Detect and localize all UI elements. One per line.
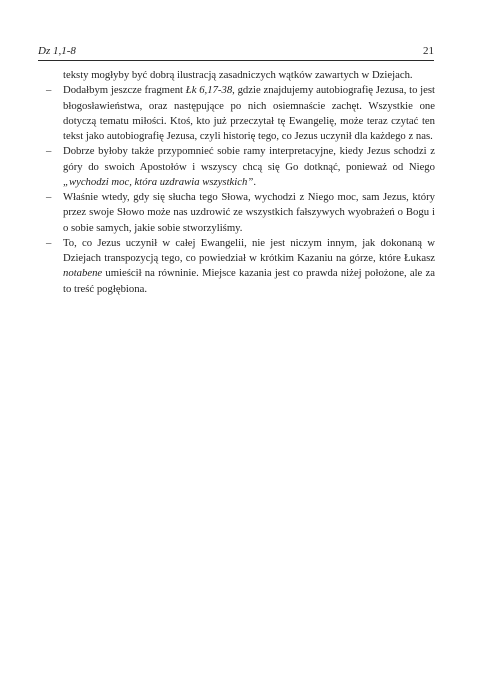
text-run: Właśnie wtedy, gdy się słucha tego Słowa, wychodzi z Niego moc, sam Jezus, który przez swoje Słowo może nas uzdrowić ze wszystkich fałszywych wyobrażeń o Bogu i o sobie samych, jakie sobie stworzyliśmy. [63, 191, 435, 234]
list-item-text [63, 83, 435, 144]
list-item-text [63, 190, 435, 236]
page-number: 21 [423, 45, 434, 57]
quotation-text: „wychodzi moc, która uzdrawia wszystkich” [63, 175, 254, 188]
list-item [46, 144, 435, 190]
text-run: Dobrze byłoby także przypomnieć sobie ramy interpretacyjne, kiedy Jezus schodzi z góry do swoich Apostołów i wszyscy chcą się Go dotknąć, ponieważ od Niego [63, 145, 435, 173]
text-run: umieścił na równinie. Miejsce kazania jest co prawda niżej położone, ale za to treść pogłębiona. [63, 267, 435, 295]
emphasis-text: notabene [63, 267, 103, 280]
dash-marker: – [46, 145, 52, 158]
text-run: , gdzie znajdujemy autobiografię Jezusa, to jest błogosławieństwa, oraz następujące po nich osiemnaście zachęt. Wszystkie one dotyczą tematu miłości. Ktoś, kto już przeczytał tę Ewangelię, może teraz czytać ten tekst jako autobiografię Jezusa, czyli historię tego, co Jezus uczynił dla każdego z nas. [63, 84, 436, 142]
header-rule [38, 60, 434, 61]
list-item [46, 190, 435, 236]
intro-paragraph: teksty mogłyby być dobrą ilustracją zasadniczych wątków zawartych w Dziejach. [63, 69, 413, 81]
list-item-text [63, 236, 435, 297]
body-text [46, 68, 435, 297]
running-head [38, 43, 434, 59]
dash-marker: – [46, 191, 52, 203]
dash-marker: – [46, 236, 52, 249]
list-item [46, 236, 435, 297]
text-run: To, co Jezus uczynił w całej Ewangelii, nie jest niczym innym, jak dokonaną w Dziejach transpozycją tego, co powiedział w krótkim Kazaniu na górze, które Łukasz [63, 236, 435, 264]
list-item-text [63, 144, 435, 190]
chapter-reference: Dz 1,1-8 [38, 45, 76, 57]
text-run: . [253, 175, 256, 188]
text-run: Dodałbym jeszcze fragment [63, 84, 186, 97]
dash-marker: – [46, 84, 52, 97]
list-item [46, 83, 435, 144]
citation-text: Łk 6,17-38 [185, 84, 233, 97]
